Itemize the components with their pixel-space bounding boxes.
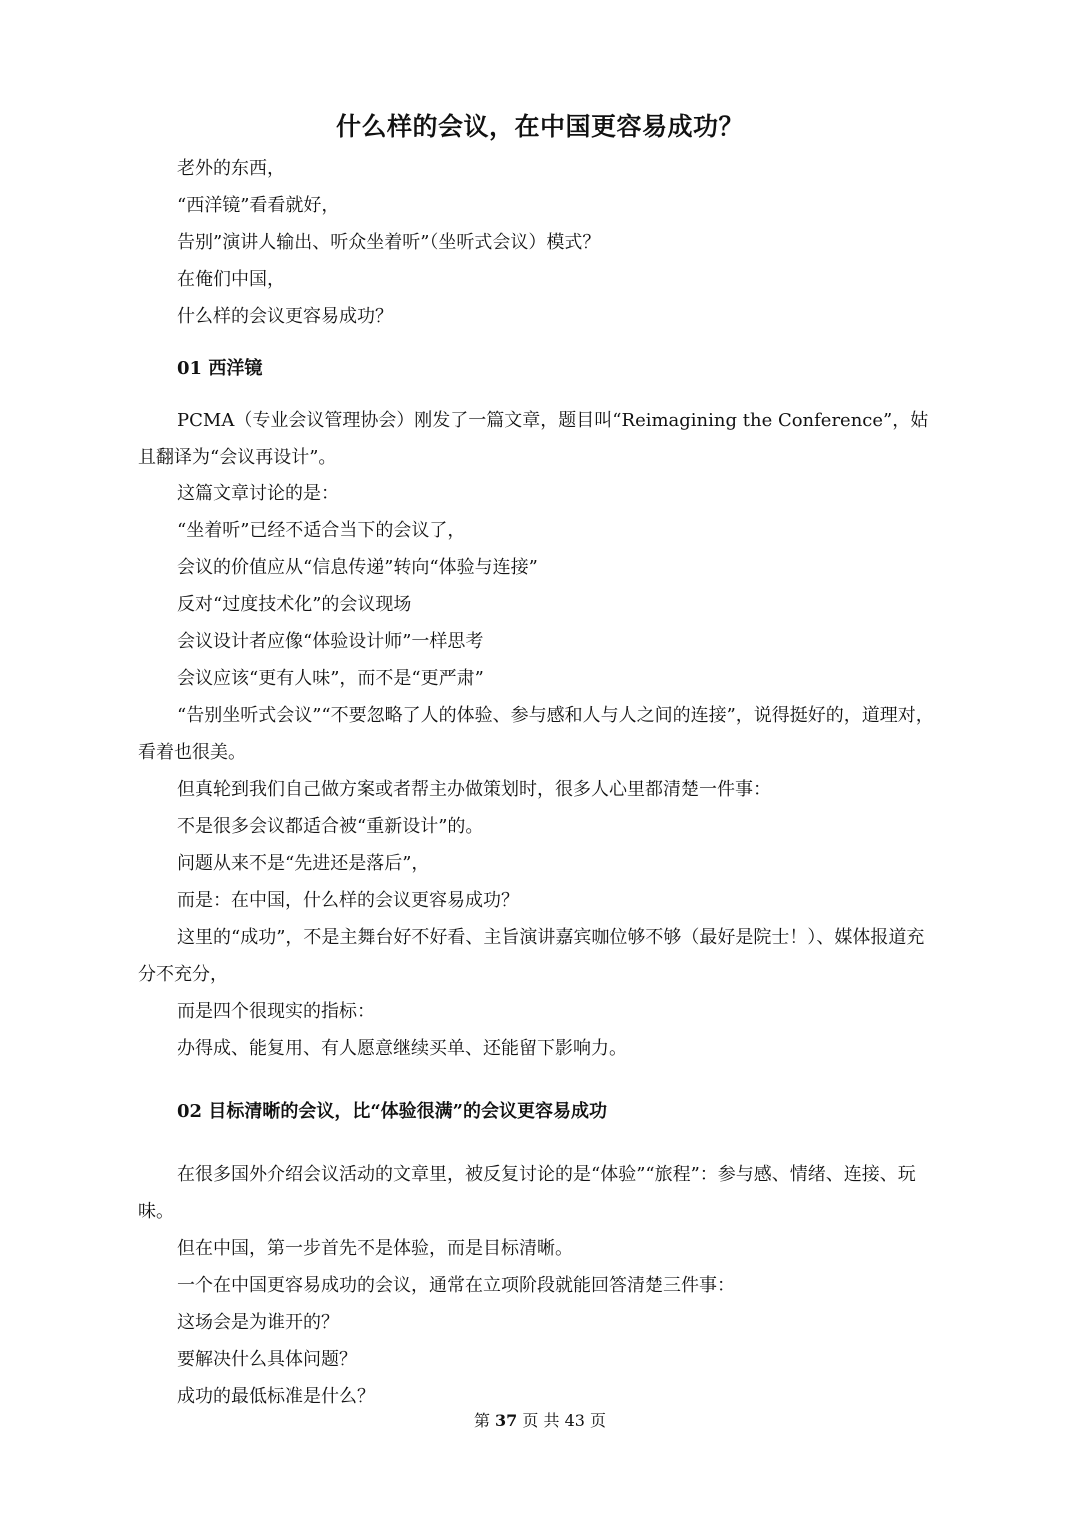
- text-line: 但在中国，第一步首先不是体验，而是目标清晰。: [177, 1238, 573, 1259]
- text-line: 会议的价值应从“信息传递”转向“体验与连接”: [177, 557, 538, 578]
- text-line: 成功的最低标准是什么？: [177, 1386, 375, 1407]
- section-heading-1: 01 西洋镜: [177, 358, 263, 379]
- total-page-number: 43: [564, 1411, 585, 1430]
- intro-line: “西洋镜”看看就好，: [177, 195, 340, 216]
- paragraph: PCMA（专业会议管理协会）刚发了一篇文章，题目叫“Reimagining the Conference”，姑且翻译为“会议再设计”。: [138, 410, 929, 468]
- text-line: 会议设计者应像“体验设计师”一样思考: [177, 631, 484, 652]
- text-line: 办得成、能复用、有人愿意继续买单、还能留下影响力。: [177, 1038, 627, 1059]
- text-line: 会议应该“更有人味”，而不是“更严肃”: [177, 668, 484, 689]
- paragraph: “告别坐听式会议”“不要忽略了人的体验、参与感和人与人之间的连接”，说得挺好的，道理对，看着也很美。: [138, 705, 934, 763]
- page-title: 什么样的会议，在中国更容易成功？: [335, 112, 744, 141]
- text-line: 反对“过度技术化”的会议现场: [177, 594, 412, 615]
- footer-middle: 页 共: [522, 1411, 560, 1430]
- section-heading-2: 02 目标清晰的会议，比“体验很满”的会议更容易成功: [177, 1101, 608, 1122]
- text-line: 这篇文章讨论的是：: [177, 483, 339, 504]
- text-line: 一个在中国更容易成功的会议，通常在立项阶段就能回答清楚三件事：: [177, 1275, 735, 1296]
- paragraph: 在很多国外介绍会议活动的文章里，被反复讨论的是“体验”“旅程”：参与感、情绪、连接、玩味。: [138, 1164, 916, 1222]
- text-line: 不是很多会议都适合被“重新设计”的。: [177, 816, 484, 837]
- text-line: 要解决什么具体问题？: [177, 1349, 357, 1370]
- paragraph: 这里的“成功”，不是主舞台好不好看、主旨演讲嘉宾咖位够不够（最好是院士！）、媒体报道充分不充分，: [138, 927, 925, 985]
- intro-line: 在俺们中国，: [177, 269, 285, 290]
- intro-line: 老外的东西，: [177, 158, 285, 179]
- text-line: 但真轮到我们自己做方案或者帮主办做策划时，很多人心里都清楚一件事：: [177, 779, 771, 800]
- text-line: 这场会是为谁开的？: [177, 1312, 339, 1333]
- intro-line: 什么样的会议更容易成功？: [177, 306, 393, 327]
- footer-prefix: 第: [473, 1411, 490, 1430]
- text-line: “坐着听”已经不适合当下的会议了，: [177, 520, 466, 541]
- page-footer: [0, 1408, 1080, 1431]
- intro-line: 告别”演讲人输出、听众坐着听”（坐听式会议）模式？: [177, 232, 601, 253]
- footer-suffix: 页: [590, 1411, 607, 1430]
- text-line: 而是：在中国，什么样的会议更容易成功？: [177, 890, 519, 911]
- current-page-number: 37: [495, 1411, 518, 1430]
- text-line: 而是四个很现实的指标：: [177, 1001, 375, 1022]
- text-line: 问题从来不是“先进还是落后”，: [177, 853, 430, 874]
